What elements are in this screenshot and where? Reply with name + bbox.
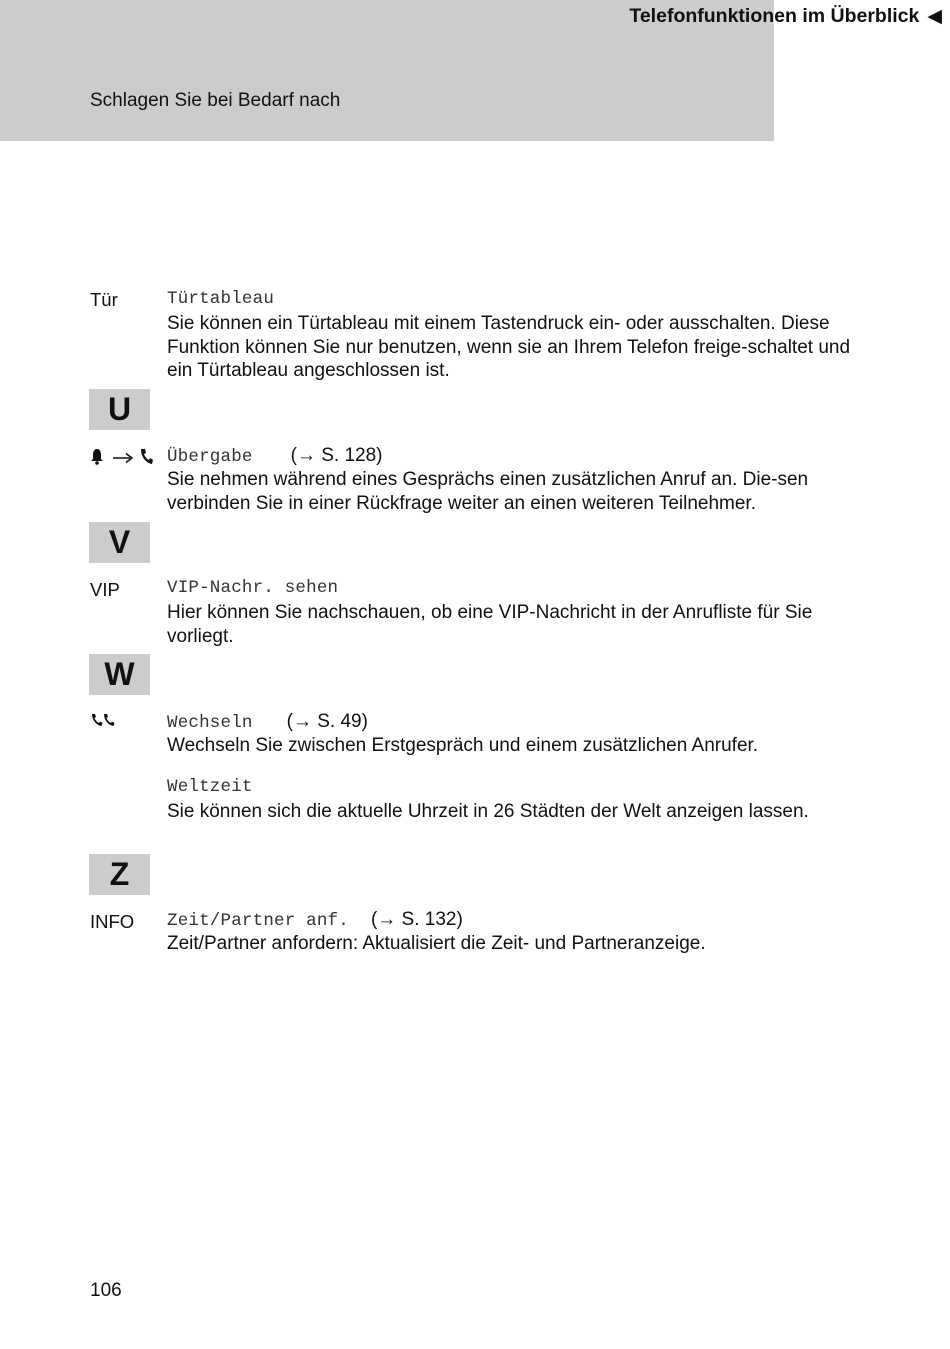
entry-wechseln: [167, 711, 857, 758]
entry-vip-nachricht: [167, 578, 857, 648]
left-arrow-icon: ◀: [927, 6, 942, 27]
page-reference: (→ S. 128): [290, 445, 383, 466]
chapter-title: [629, 3, 942, 30]
function-description: Wechseln Sie zwischen Erstgespräch und einem zusätzlichen Anrufer.: [167, 735, 759, 756]
function-name: Türtableau: [167, 289, 275, 309]
function-description: Sie nehmen während eines Gesprächs einen zusätzlichen Anruf an. Die-sen verbinden Sie in einer Rückfrage weiter an einen weiteren Teilnehmer.: [167, 469, 809, 514]
key-label-info: INFO: [90, 911, 135, 932]
page-reference: (→ S. 132): [370, 909, 463, 930]
entry-weltzeit: [167, 777, 857, 824]
section-letter-w: W: [89, 654, 150, 695]
function-name: Weltzeit: [167, 777, 253, 797]
function-name: Wechseln: [167, 713, 253, 733]
entry-tuertableau: [167, 289, 857, 383]
function-description: Sie können ein Türtableau mit einem Tastendruck ein- oder ausschalten. Diese Funktion können Sie nur benutzen, wenn sie an Ihrem Telefon freige-schaltet und ein Türtableau angeschlossen ist.: [167, 313, 851, 381]
function-description: Hier können Sie nachschauen, ob eine VIP-Nachricht in der Anrufliste für Sie vorliegt.: [167, 602, 813, 647]
chapter-header-box: [0, 0, 942, 141]
page-number: 106: [90, 1280, 122, 1301]
key-label-vip: VIP: [90, 579, 120, 600]
section-letter-v: V: [89, 522, 150, 563]
function-name: Übergabe: [167, 447, 253, 467]
key-label-tuer: Tür: [90, 289, 118, 310]
section-letter-u: U: [89, 389, 150, 430]
section-letter-z: Z: [89, 854, 150, 895]
function-description: Sie können sich die aktuelle Uhrzeit in 26 Städten der Welt anzeigen lassen.: [167, 801, 809, 822]
running-head: Schlagen Sie bei Bedarf nach: [90, 90, 341, 111]
entry-zeit-partner: [167, 909, 857, 956]
two-handsets-icon: [90, 712, 118, 730]
bell-to-handset-icon: [90, 447, 154, 467]
page-reference: (→ S. 49): [286, 711, 368, 732]
function-name: Zeit/Partner anf.: [167, 911, 349, 931]
chapter-title-text: Telefonfunktionen im Überblick: [629, 5, 920, 27]
entry-uebergabe: [167, 445, 857, 515]
function-description: Zeit/Partner anfordern: Aktualisiert die Zeit- und Partneranzeige.: [167, 933, 706, 954]
function-name: VIP-Nachr. sehen: [167, 578, 339, 598]
